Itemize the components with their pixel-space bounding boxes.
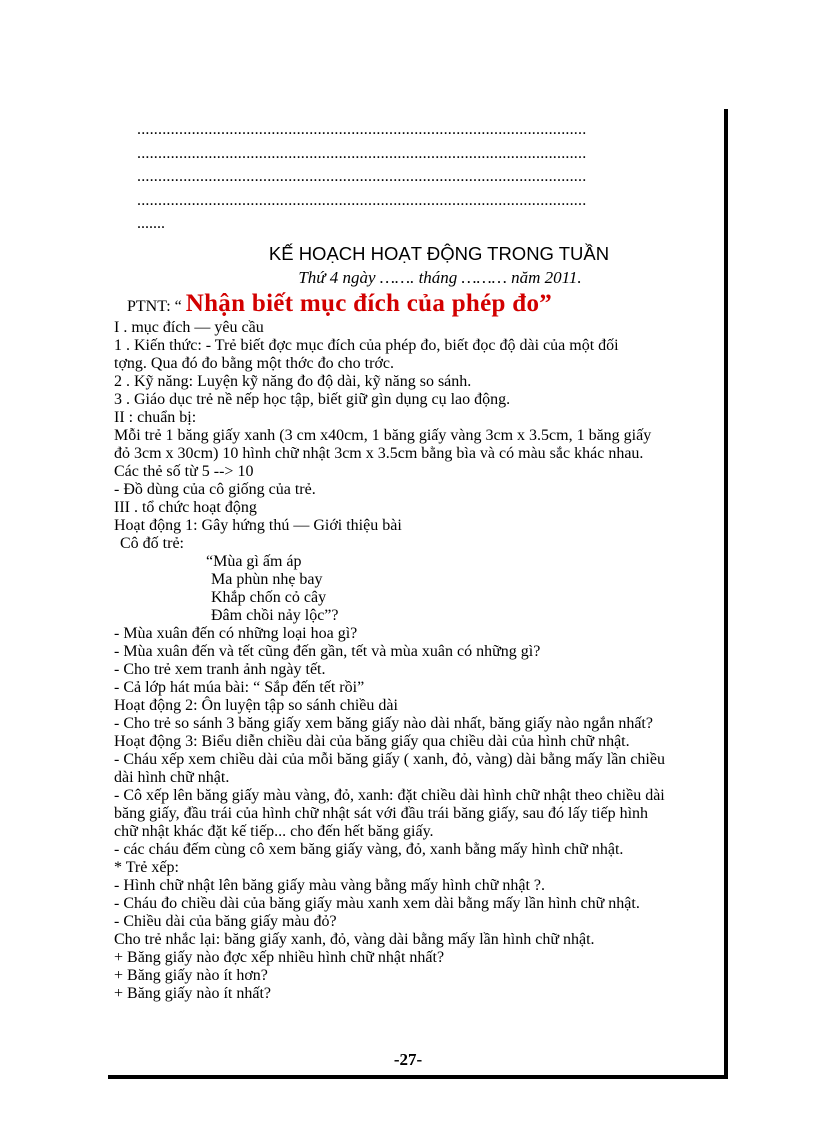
- text-line: - Cho trẻ so sánh 3 băng giấy xem băng giấy nào dài nhất, băng giấy nào ngắn nhất?: [114, 714, 653, 732]
- poem-line: Ma phùn nhẹ bay: [211, 570, 323, 588]
- text-line: Hoạt động 2: Ôn luyện tập so sánh chiều dài: [114, 696, 398, 714]
- text-line: băng giấy, đầu trái của hình chữ nhật sát với đầu trái băng giấy, sau đó lấy tiếp hình: [114, 804, 649, 822]
- poem-line: Khắp chốn cỏ cây: [211, 588, 327, 606]
- dotted-line-short: .......: [137, 215, 165, 232]
- text-line: 1 . Kiến thức: - Trẻ biết đợc mục đích của phép đo, biết đọc độ dài của một đối: [114, 336, 619, 354]
- text-line: I . mục đích — yêu cầu: [114, 318, 264, 336]
- dotted-line: ...........................................................................................................: [137, 121, 587, 138]
- text-line: - Cho trẻ xem tranh ảnh ngày tết.: [114, 660, 326, 678]
- text-line: - Cháu xếp xem chiều dài của mỗi băng giấy ( xanh, đỏ, vàng) dài bằng mấy lần chiều: [114, 750, 665, 768]
- text-line: Hoạt động 3: Biểu diễn chiều dài của băng giấy qua chiều dài của hình chữ nhật.: [114, 732, 630, 750]
- text-line: + Băng giấy nào đợc xếp nhiều hình chữ nhật nhất?: [114, 948, 445, 966]
- topic-title: Nhận biết mục đích của phép đo”: [185, 289, 553, 317]
- text-line: - các cháu đếm cùng cô xem băng giấy vàng, đỏ, xanh bằng mấy hình chữ nhật.: [114, 840, 624, 858]
- riddle-intro: Cô đố trẻ:: [120, 534, 184, 552]
- text-line: dài hình chữ nhật.: [114, 768, 230, 786]
- topic-label: PTNT: “: [127, 297, 182, 315]
- text-line: * Trẻ xếp:: [114, 858, 179, 876]
- text-line: - Chiều dài của băng giấy màu đỏ?: [114, 912, 337, 930]
- page-content: [114, 118, 754, 1003]
- page-number: -27-: [393, 1050, 423, 1069]
- poem-line: Đâm chồi nảy lộc”?: [211, 606, 339, 624]
- text-line: III . tổ chức hoạt động: [114, 498, 257, 516]
- text-line: - Mùa xuân đến có những loại hoa gì?: [114, 624, 358, 642]
- text-line: đỏ 3cm x 30cm) 10 hình chữ nhật 3cm x 3.5cm bằng bìa và có màu sắc khác nhau.: [114, 444, 644, 462]
- text-line: - Cả lớp hát múa bài: “ Sắp đến tết rồi”: [114, 678, 365, 696]
- text-line: Cho trẻ nhắc lại: băng giấy xanh, đỏ, vàng dài bằng mấy lần hình chữ nhật.: [114, 930, 595, 948]
- text-line: 3 . Giáo dục trẻ nề nếp học tập, biết giữ gìn dụng cụ lao động.: [114, 390, 511, 408]
- text-line: - Cô xếp lên băng giấy màu vàng, đỏ, xanh: đặt chiều dài hình chữ nhật theo chiều dài: [114, 786, 665, 804]
- text-line: tợng. Qua đó đo bằng một thớc đo cho trớc.: [114, 354, 394, 372]
- text-line: Mỗi trẻ 1 băng giấy xanh (3 cm x40cm, 1 băng giấy vàng 3cm x 3.5cm, 1 băng giấy: [114, 426, 652, 444]
- lesson-date: Thứ 4 ngày ……. tháng ……… năm 2011.: [298, 267, 582, 287]
- text-line: - Mùa xuân đến và tết cũng đến gần, tết và mùa xuân có những gì?: [114, 642, 541, 660]
- text-line: 2 . Kỹ năng: Luyện kỹ năng đo độ dài, kỹ năng so sánh.: [114, 372, 472, 390]
- dotted-line: ...........................................................................................................: [137, 168, 587, 185]
- text-line: Hoạt động 1: Gây hứng thú — Giới thiệu bài: [114, 516, 402, 534]
- text-line: - Đồ dùng của cô giống của trẻ.: [114, 480, 316, 498]
- poem-line: “Mùa gì ấm áp: [206, 552, 302, 570]
- dotted-line: ...........................................................................................................: [137, 144, 587, 162]
- text-line: + Băng giấy nào ít hơn?: [114, 966, 268, 984]
- text-line: - Hình chữ nhật lên băng giấy màu vàng bằng mấy hình chữ nhật ?.: [114, 876, 546, 894]
- text-line: II : chuẩn bị:: [114, 408, 197, 426]
- lesson-topic: [127, 289, 754, 319]
- dotted-line: ...........................................................................................................: [137, 191, 587, 209]
- text-line: - Cháu đo chiều dài của băng giấy màu xanh xem dài bằng mấy lần hình chữ nhật.: [114, 894, 640, 912]
- text-line: chữ nhật khác đặt kế tiếp... cho đến hết băng giấy.: [114, 822, 434, 840]
- text-line: + Băng giấy nào ít nhất?: [114, 984, 271, 1002]
- text-line: Các thẻ số từ 5 --> 10: [114, 462, 254, 480]
- page-title: KẾ HOẠCH HOẠT ĐỘNG TRONG TUẦN: [268, 242, 610, 264]
